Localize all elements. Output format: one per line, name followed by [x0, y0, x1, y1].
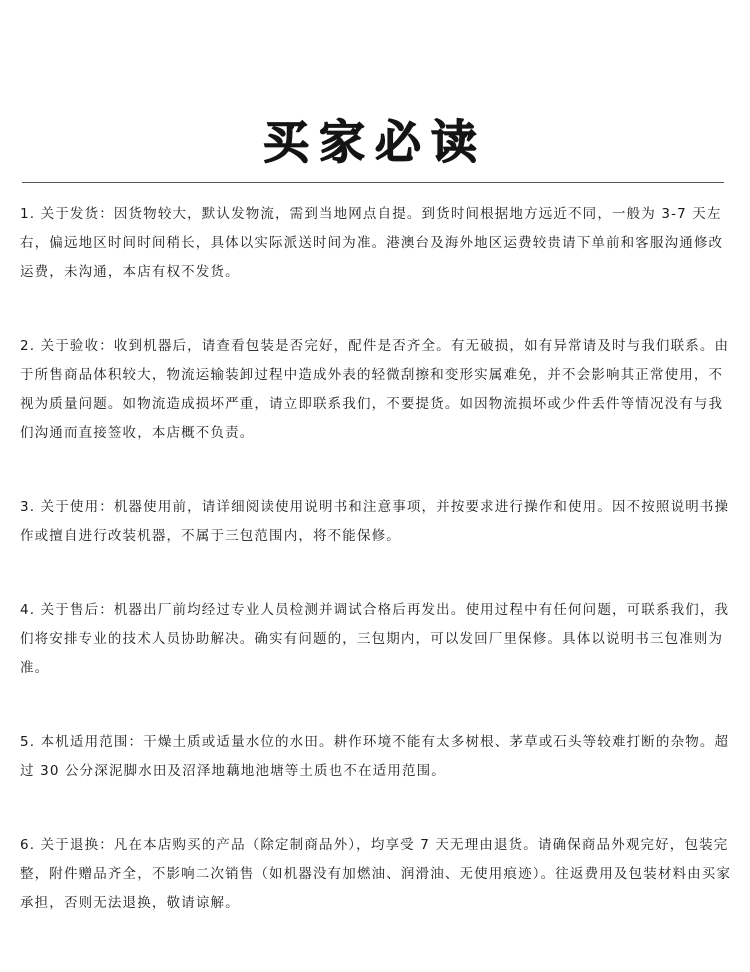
- section-gap: [20, 683, 734, 728]
- title-divider: [22, 182, 724, 183]
- notice-returns: 6. 关于退换：凡在本店购买的产品（除定制商品外），均享受 7 天无理由退货。请确保商品外观完好，包装完整，附件赠品齐全，不影响二次销售（如机器没有加燃油、润滑油、无使用痕迹）。往返费用及包装材料由买家承担，否则无法退换，敬请谅解。: [20, 837, 732, 911]
- section-gap: [20, 448, 734, 493]
- notice-applicable-range: 5. 本机适用范围：干燥土质或适量水位的水田。耕作环境不能有太多树根、茅草或石头等较难打断的杂物。超过 30 公分深泥脚水田及沼泽地藕地池塘等土质也不在适用范围。: [20, 734, 730, 779]
- notice-usage: 3. 关于使用：机器使用前，请详细阅读使用说明书和注意事项，并按要求进行操作和使用。因不按照说明书操作或擅自进行改装机器，不属于三包范围内，将不能保修。: [20, 499, 730, 544]
- section-gap: [20, 786, 734, 831]
- notice-content: [20, 200, 734, 918]
- page-title: 买家必读: [263, 115, 487, 169]
- section-gap: [20, 287, 734, 332]
- notice-shipping: 1. 关于发货：因货物较大，默认发物流，需到当地网点自提。到货时间根据地方远近不同，一般为 3-7 天左右，偏远地区时间时间稍长，具体以实际派送时间为准。港澳台及海外地区运费较贵请下单前和客服沟通修改运费，未沟通，本店有权不发货。: [20, 206, 724, 280]
- notice-inspection: 2. 关于验收：收到机器后，请查看包装是否完好，配件是否齐全。有无破损，如有异常请及时与我们联系。由于所售商品体积较大，物流运输装卸过程中造成外表的轻微刮擦和变形实属难免，并不会影响其正常使用，不视为质量问题。如物流造成损坏严重，请立即联系我们，不要提货。如因物流损坏或少件丢件等情况没有与我们沟通而直接签收，本店概不负责。: [20, 338, 730, 441]
- section-gap: [20, 551, 734, 596]
- notice-after-sales: 4. 关于售后：机器出厂前均经过专业人员检测并调试合格后再发出。使用过程中有任何问题，可联系我们，我们将安排专业的技术人员协助解决。确实有问题的，三包期内，可以发回厂里保修。具体以说明书三包准则为准。: [20, 602, 730, 676]
